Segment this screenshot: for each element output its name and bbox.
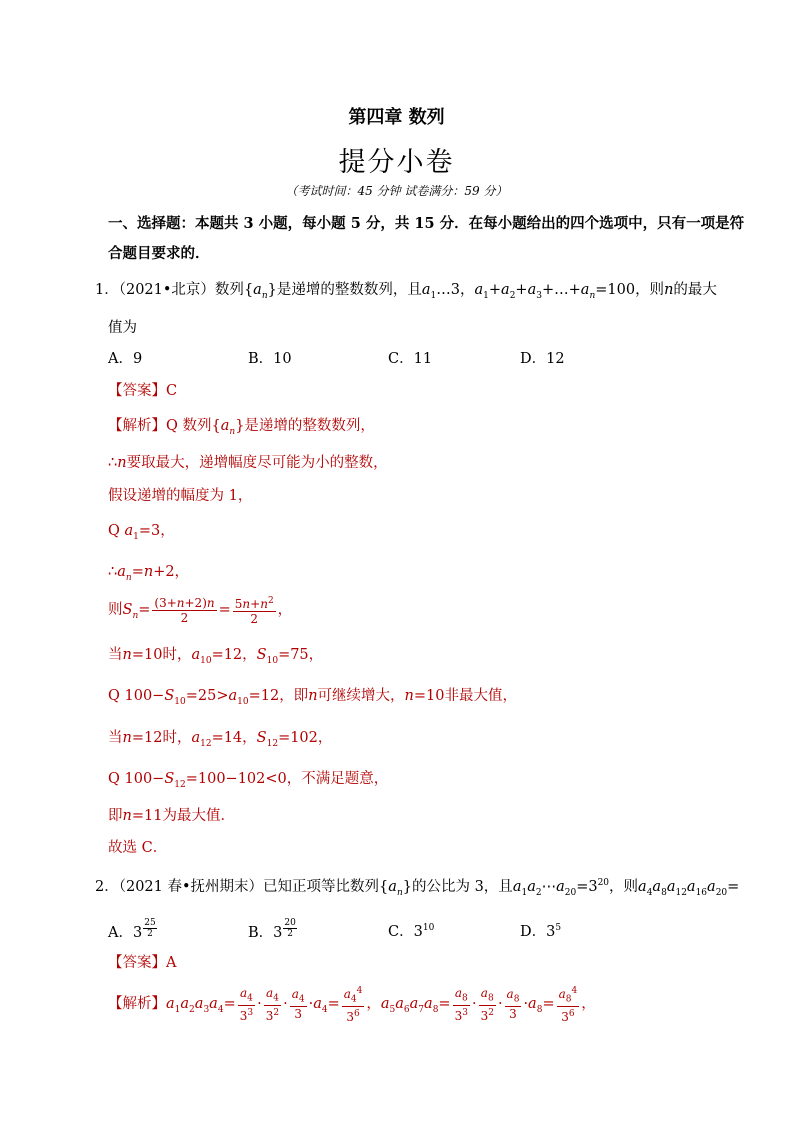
q1-solution-line7: 当n=10时，$a_{10}=12$，$S_{10}=75$， bbox=[108, 647, 324, 666]
q2-option-b: B．3 $^{\frac{20}{2}}$ bbox=[248, 918, 296, 941]
q1-prefix: 1．（2021•北京）数列 bbox=[95, 282, 244, 298]
q2-option-a: A．3 $^{\frac{25}{2}}$ bbox=[108, 918, 156, 941]
q1-answer: 【答案】C bbox=[108, 383, 178, 399]
q1-solution-line5: $\therefore a_n=n+2$， bbox=[108, 564, 190, 583]
q1-solution-line8: Q $100-S_{10}=25>a_{10}=12$，即n可继续增大，n=10非最大值， bbox=[108, 688, 517, 707]
q1-solution-line9: 当n=12时，$a_{12}=14$，$S_{12}=102$， bbox=[108, 730, 333, 749]
q1-solution-line3: 假设递增的幅度为 1， bbox=[108, 488, 253, 504]
q1-option-a: A．9 bbox=[108, 351, 143, 367]
q1-solution-line4: Q $a_1=3$， bbox=[108, 523, 175, 542]
exam-meta: （考试时间：45 分钟 试卷满分：59 分） bbox=[285, 184, 508, 198]
q1-solution-line6: 则$S_n=$ $\frac{(3+n+2)n}{2}$ = $\frac{5n+n^2}{2}$ ， bbox=[108, 595, 293, 626]
q2-option-c: C．$3^{10}$ bbox=[388, 923, 435, 940]
q1-solution-line12: 故选 C． bbox=[108, 840, 168, 856]
question-2-stem: 2．（2021 春•抚州期末）已知正项等比数列$\{a_n\}$的公比为 3，且$a_1a_2\cdots a_{20}=3^{20}$，则$a_4a_8a_{12}a_{16}a_{20}=$ bbox=[95, 878, 740, 898]
q2-answer: 【答案】A bbox=[108, 955, 177, 971]
question-1-stem: 1．（2021•北京）数列$\{a_n\}$是递增的整数数列，且$a_1\dots 3$，$a_1+a_2+a_3+\dots+a_n=100$，则n的最大 bbox=[95, 282, 717, 301]
section-instruction-line2: 合题目要求的． bbox=[108, 245, 210, 262]
q1-text2: ，则 bbox=[635, 282, 665, 298]
q1-text3: 的最大 bbox=[673, 282, 717, 298]
q2-solution-line1: 【解析】$a_1a_2a_3a_4=$ $\frac{a_4}{3^3}$ · $\frac{a_4}{3^2}$ · $\frac{a_4}{3}$ $\cdot a_4=$ $\frac{a_4^4}{3^6}$ ，$a_5a_6a_7a_8=$ $\frac{a_8}{3^3}$ · $\frac{a_8}{3^2}$ · $\frac{a_8}{3}$ $\cdot a_8=$ $\frac{a_8^4}{3^6}$ ， bbox=[108, 985, 596, 1025]
q1-option-b: B．10 bbox=[248, 351, 292, 367]
paper-title: 提分小卷 bbox=[338, 147, 455, 178]
q1-solution-line1: 【解析】Q 数列$\{a_n\}$是递增的整数数列， bbox=[108, 418, 375, 437]
q1-solution-line11: 即n=11为最大值． bbox=[108, 808, 235, 824]
question-1-stem-line2: 值为 bbox=[108, 320, 137, 336]
q1-option-c: C．11 bbox=[388, 351, 433, 367]
q2-option-d: D．$3^5$ bbox=[520, 923, 562, 940]
section-instruction-line1: 一、选择题：本题共 3 小题，每小题 5 分，共 15 分．在每小题给出的四个选项中，只有一项是符 bbox=[108, 215, 745, 232]
q1-solution-line10: Q $100-S_{12}=100-102<0$，不满足题意， bbox=[108, 771, 389, 790]
q1-option-d: D．12 bbox=[520, 351, 565, 367]
q1-text1: 是递增的整数数列，且 bbox=[276, 282, 422, 298]
chapter-heading: 第四章 数列 bbox=[348, 107, 445, 128]
q1-solution-line2: ∴n要取最大，递增幅度尽可能为小的整数， bbox=[108, 455, 388, 471]
